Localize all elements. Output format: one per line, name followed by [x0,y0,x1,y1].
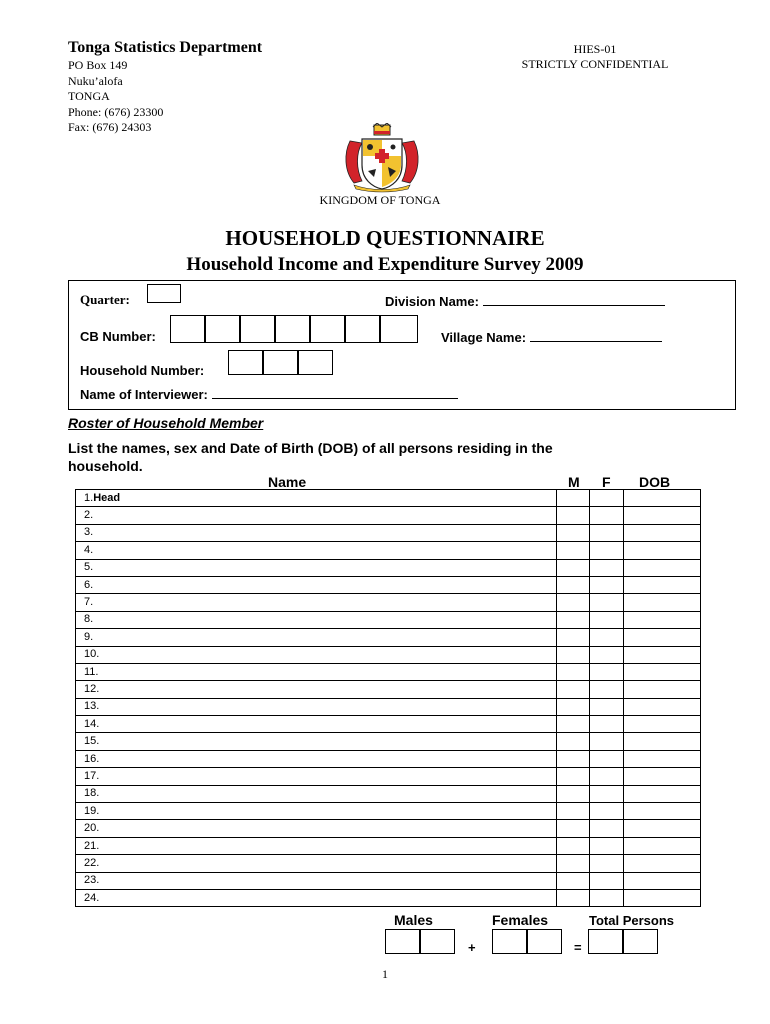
row-number: 13. [84,700,100,713]
row-number: 3. [84,526,94,539]
dob-cell[interactable] [624,681,701,698]
address-line: TONGA [68,89,110,103]
roster-instruction: List the names, sex and Date of Birth (DOB) of all persons residing in the household. [68,440,553,474]
row-number: 7. [84,596,94,609]
dob-cell[interactable] [624,542,701,559]
total-digit-input[interactable] [588,929,623,954]
row-number: 24. [84,891,100,904]
dob-cell[interactable] [624,698,701,715]
male-cell[interactable] [557,524,590,541]
female-cell[interactable] [590,820,624,837]
dob-cell[interactable] [624,733,701,750]
org-name: Tonga Statistics Department [68,39,263,56]
fax-line: Fax: (676) 24303 [68,120,152,134]
table-row [76,681,701,698]
dob-cell[interactable] [624,663,701,680]
row-number: 17. [84,769,100,782]
dob-cell[interactable] [624,611,701,628]
member-name-cell[interactable] [76,750,557,767]
male-cell[interactable] [557,837,590,854]
member-name-cell[interactable] [76,576,557,593]
table-row [76,559,701,576]
female-cell[interactable] [590,507,624,524]
row-number: 1. [84,491,94,504]
member-name-cell[interactable] [76,698,557,715]
row-number: 12. [84,682,100,695]
cb-number-label: CB Number: [80,329,156,344]
dob-cell[interactable] [624,559,701,576]
table-row [76,716,701,733]
plus-sign: + [468,940,476,955]
total-persons-label: Total Persons [589,913,675,928]
females-label: Females [492,912,549,928]
cb-digit-input[interactable] [275,315,310,343]
male-cell[interactable] [557,507,590,524]
female-cell[interactable] [590,855,624,872]
member-name-cell[interactable] [76,542,557,559]
table-row [76,663,701,680]
table-row [76,507,701,524]
member-name-cell[interactable] [76,716,557,733]
column-header-dob: DOB [639,474,671,490]
dob-cell[interactable] [624,803,701,820]
males-digit-input[interactable] [385,929,420,954]
female-cell[interactable] [590,750,624,767]
row-number: 8. [84,613,94,626]
member-name-cell[interactable] [76,855,557,872]
dob-cell[interactable] [624,855,701,872]
cb-digit-input[interactable] [380,315,418,343]
dob-cell[interactable] [624,629,701,646]
row-number: 10. [84,648,100,661]
male-cell[interactable] [557,733,590,750]
member-name-cell[interactable] [76,820,557,837]
cb-digit-input[interactable] [310,315,345,343]
total-digit-input[interactable] [623,929,658,954]
member-name-cell[interactable] [76,490,557,507]
male-cell[interactable] [557,820,590,837]
male-cell[interactable] [557,490,590,507]
female-cell[interactable] [590,872,624,889]
phone-line: Phone: (676) 23300 [68,104,164,119]
female-cell[interactable] [590,681,624,698]
dob-cell[interactable] [624,889,701,906]
member-name-cell[interactable] [76,611,557,628]
row-number: 20. [84,822,100,835]
female-cell[interactable] [590,646,624,663]
roster-table [75,489,701,907]
male-cell[interactable] [557,768,590,785]
household-digit-input[interactable] [263,350,298,375]
females-digit-input[interactable] [492,929,527,954]
member-name-cell[interactable] [76,889,557,906]
survey-title: Household Income and Expenditure Survey 2009 [186,254,584,275]
female-cell[interactable] [590,542,624,559]
cb-digit-input[interactable] [345,315,380,343]
coat-of-arms-icon [340,123,424,193]
member-name-cell[interactable] [76,733,557,750]
cb-digit-input[interactable] [170,315,205,343]
dob-cell[interactable] [624,646,701,663]
dob-cell[interactable] [624,768,701,785]
column-header-female: F [602,474,611,490]
confidentiality-label: STRICTLY CONFIDENTIAL [521,57,669,71]
female-cell[interactable] [590,889,624,906]
quarter-input[interactable] [147,284,181,303]
male-cell[interactable] [557,576,590,593]
table-row [76,629,701,646]
row-number: 16. [84,752,100,765]
identification-box [68,280,736,410]
member-name-cell[interactable] [76,872,557,889]
row-number: 14. [84,717,100,730]
cb-digit-input[interactable] [240,315,275,343]
division-field [385,293,665,309]
male-cell[interactable] [557,629,590,646]
dob-cell[interactable] [624,507,701,524]
dob-cell[interactable] [624,837,701,854]
dob-cell[interactable] [624,524,701,541]
table-row [76,855,701,872]
table-row [76,698,701,715]
table-row [76,889,701,906]
form-code: HIES-01 [573,42,617,56]
head-label: Head [93,491,121,504]
table-row [76,750,701,767]
crest-caption: KINGDOM OF TONGA [319,193,441,207]
row-number: 5. [84,561,94,574]
female-cell[interactable] [590,524,624,541]
questionnaire-title: HOUSEHOLD QUESTIONNAIRE [225,226,545,250]
dob-cell[interactable] [624,594,701,611]
male-cell[interactable] [557,559,590,576]
dob-cell[interactable] [624,785,701,802]
row-number: 9. [84,630,94,643]
table-row [76,733,701,750]
male-cell[interactable] [557,889,590,906]
column-header-name: Name [268,474,307,490]
member-name-cell[interactable] [76,594,557,611]
member-name-cell[interactable] [76,663,557,680]
interviewer-label: Name of Interviewer: [80,387,212,402]
row-number: 11. [84,665,99,678]
member-name-cell[interactable] [76,681,557,698]
village-field [441,329,662,345]
males-label: Males [394,912,433,928]
row-number: 23. [84,874,100,887]
female-cell[interactable] [590,663,624,680]
dob-cell[interactable] [624,872,701,889]
row-number: 2. [84,509,94,522]
male-cell[interactable] [557,681,590,698]
form-code-block [500,42,690,72]
males-digit-input[interactable] [420,929,455,954]
row-number: 6. [84,578,94,591]
member-name-cell[interactable] [76,768,557,785]
table-row [76,768,701,785]
member-name-cell[interactable] [76,524,557,541]
address-line: Nuku’alofa [68,73,123,88]
female-cell[interactable] [590,490,624,507]
male-cell[interactable] [557,803,590,820]
interviewer-name-line[interactable] [212,386,458,399]
male-cell[interactable] [557,716,590,733]
male-cell[interactable] [557,855,590,872]
village-label: Village Name: [441,330,530,345]
table-row [76,611,701,628]
female-cell[interactable] [590,768,624,785]
table-row [76,524,701,541]
female-cell[interactable] [590,559,624,576]
male-cell[interactable] [557,663,590,680]
household-number-label: Household Number: [80,363,205,378]
address-line: PO Box 149 [68,58,128,72]
female-cell[interactable] [590,698,624,715]
male-cell[interactable] [557,698,590,715]
male-cell[interactable] [557,594,590,611]
interviewer-field [80,386,458,402]
female-cell[interactable] [590,785,624,802]
table-row [76,594,701,611]
member-name-cell[interactable] [76,559,557,576]
male-cell[interactable] [557,542,590,559]
division-label: Division Name: [385,294,483,309]
dob-cell[interactable] [624,716,701,733]
member-name-cell[interactable] [76,507,557,524]
table-row [76,646,701,663]
cb-digit-input[interactable] [205,315,240,343]
table-row [76,542,701,559]
member-name-cell[interactable] [76,803,557,820]
equals-sign: = [574,940,582,955]
household-digit-input[interactable] [228,350,263,375]
male-cell[interactable] [557,750,590,767]
row-number: 22. [84,856,100,869]
table-row [76,837,701,854]
male-cell[interactable] [557,611,590,628]
member-name-cell[interactable] [76,629,557,646]
row-number: 18. [84,787,100,800]
female-cell[interactable] [590,837,624,854]
row-number: 21. [84,839,100,852]
member-name-cell[interactable] [76,646,557,663]
page-number: 1 [382,967,388,981]
female-cell[interactable] [590,716,624,733]
row-number: 19. [84,804,100,817]
dob-cell[interactable] [624,820,701,837]
female-cell[interactable] [590,803,624,820]
row-number: 15. [84,735,100,748]
member-name-cell[interactable] [76,837,557,854]
quarter-label: Quarter: [80,292,130,307]
household-digit-input[interactable] [298,350,333,375]
females-digit-input[interactable] [527,929,562,954]
dob-cell[interactable] [624,750,701,767]
female-cell[interactable] [590,594,624,611]
dob-cell[interactable] [624,490,701,507]
member-name-cell[interactable] [76,785,557,802]
table-row [76,820,701,837]
female-cell[interactable] [590,733,624,750]
male-cell[interactable] [557,785,590,802]
table-row [76,490,701,507]
female-cell[interactable] [590,629,624,646]
male-cell[interactable] [557,872,590,889]
table-row [76,576,701,593]
table-row [76,785,701,802]
female-cell[interactable] [590,611,624,628]
column-header-male: M [568,474,580,490]
female-cell[interactable] [590,576,624,593]
dob-cell[interactable] [624,576,701,593]
table-row [76,872,701,889]
village-name-line[interactable] [530,329,662,342]
male-cell[interactable] [557,646,590,663]
division-name-line[interactable] [483,293,665,306]
address-block [68,58,163,136]
row-number: 4. [84,543,94,556]
roster-title: Roster of Household Member [68,415,264,431]
table-row [76,803,701,820]
